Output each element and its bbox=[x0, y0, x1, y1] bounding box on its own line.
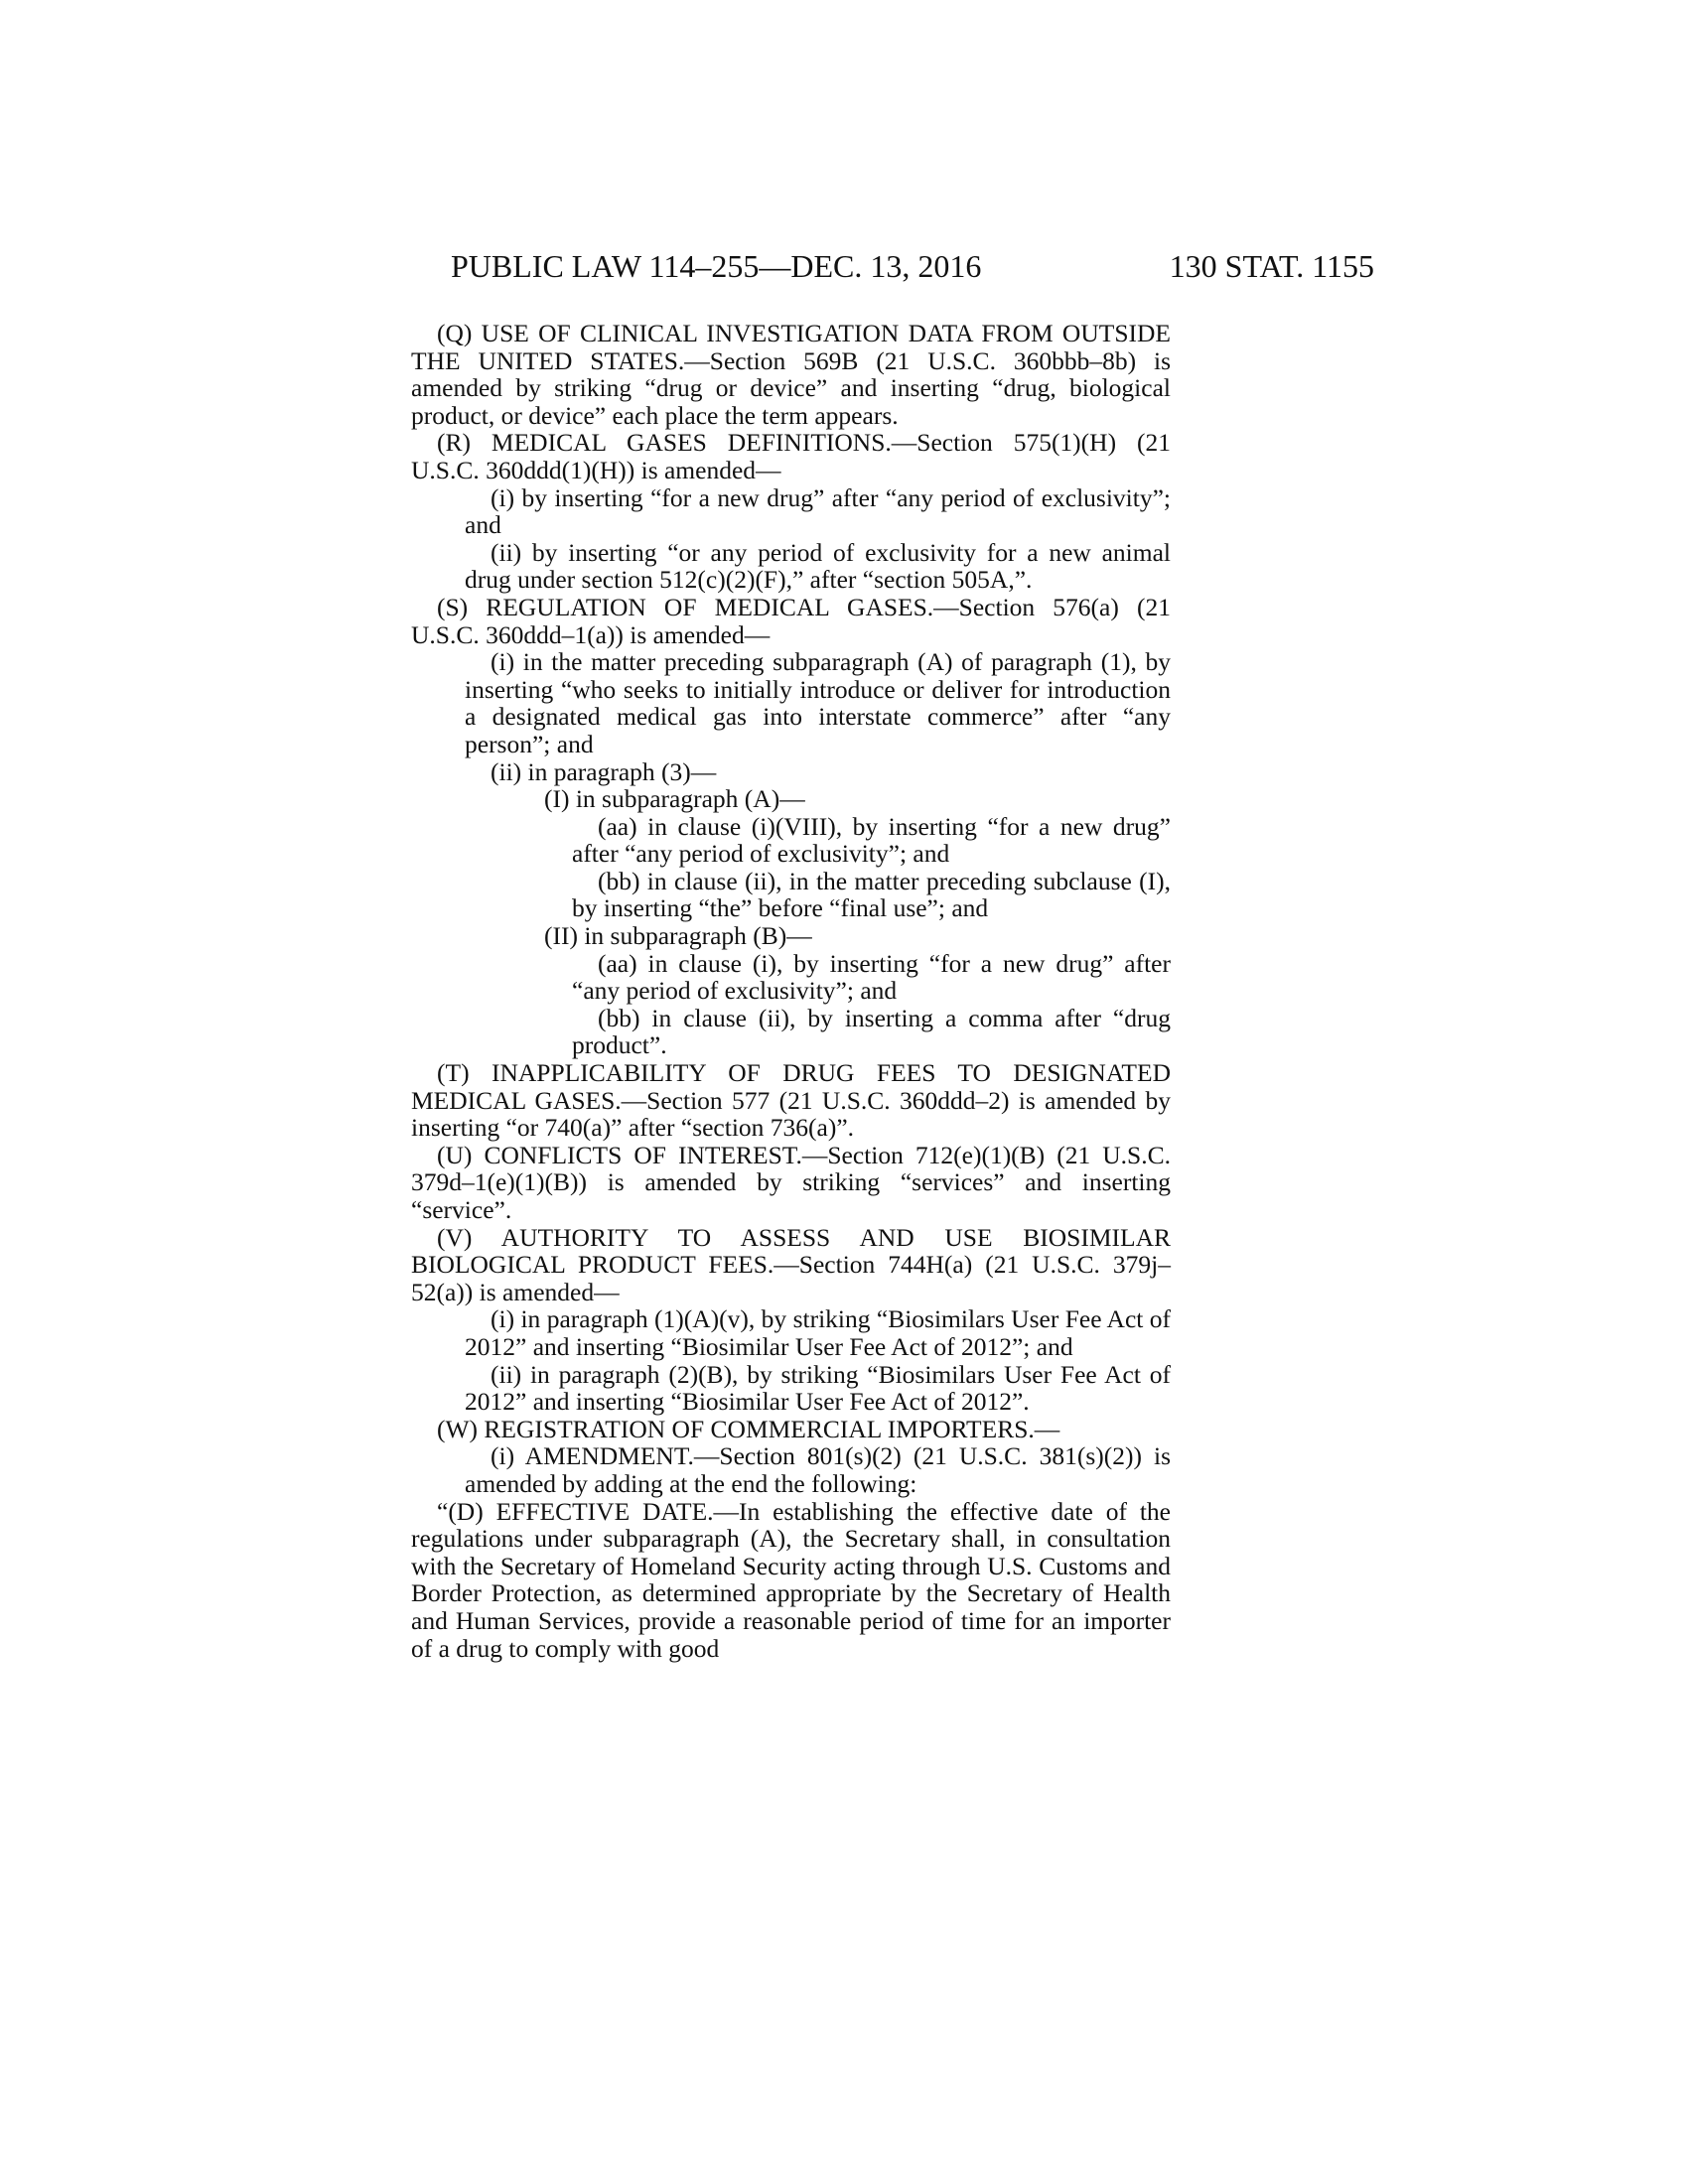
subclause-s-ii-II: (II) in subparagraph (B)— bbox=[544, 921, 812, 951]
running-header bbox=[451, 248, 1374, 288]
paragraph-v: (V) AUTHORITY TO ASSESS AND USE BIOSIMILAR BIOLOGICAL PRODUCT FEES.—Section 744H(a) (21 U.S.C. 379j–52(a)) is amended— bbox=[411, 1222, 1171, 1306]
clause-s-i: (i) in the matter preceding subparagraph (A) of paragraph (1), by inserting “who seeks to initially introduce or deliver for introduction a designated medical gas into interstate commerce” after “any person”; and bbox=[465, 647, 1171, 758]
stat-page-number: 130 STAT. 1155 bbox=[1169, 248, 1374, 284]
paragraph-u: (U) CONFLICTS OF INTEREST.—Section 712(e)(1)(B) (21 U.S.C. 379d–1(e)(1)(B)) is amended by striking “services” and inserting “service”. bbox=[411, 1140, 1171, 1224]
paragraph-r: (R) MEDICAL GASES DEFINITIONS.—Section 575(1)(H) (21 U.S.C. 360ddd(1)(H)) is amended— bbox=[411, 428, 1171, 484]
clause-v-i: (i) in paragraph (1)(A)(v), by striking “Biosimilars User Fee Act of 2012” and inserting “Biosimilar User Fee Act of 2012”; and bbox=[465, 1304, 1171, 1361]
document-body bbox=[411, 320, 1171, 1662]
clause-v-ii: (ii) in paragraph (2)(B), by striking “Biosimilars User Fee Act of 2012” and inserting “Biosimilar User Fee Act of 2012”. bbox=[465, 1359, 1171, 1417]
paragraph-t: (T) INAPPLICABILITY OF DRUG FEES TO DESIGNATED MEDICAL GASES.—Section 577 (21 U.S.C. 360ddd–2) is amended by inserting “or 740(a)” after “section 736(a)”. bbox=[411, 1058, 1171, 1143]
item-s-ii-II-aa: (aa) in clause (i), by inserting “for a new drug” after “any period of exclusivity”; and bbox=[572, 948, 1171, 1006]
clause-w-i: (i) AMENDMENT.—Section 801(s)(2) (21 U.S.C. 381(s)(2)) is amended by adding at the end the following: bbox=[465, 1441, 1171, 1498]
paragraph-w: (W) REGISTRATION OF COMMERCIAL IMPORTERS.— bbox=[437, 1414, 1060, 1443]
subclause-s-ii-I: (I) in subparagraph (A)— bbox=[544, 784, 805, 814]
clause-s-ii: (ii) in paragraph (3)— bbox=[491, 756, 717, 786]
item-s-ii-I-bb: (bb) in clause (ii), in the matter preceding subclause (I), by inserting “the” before “final use”; and bbox=[572, 866, 1171, 923]
clause-r-i: (i) by inserting “for a new drug” after “any period of exclusivity”; and bbox=[465, 482, 1171, 540]
clause-r-ii: (ii) by inserting “or any period of exclusivity for a new animal drug under section 512(c)(2)(F),” after “section 505A,”. bbox=[465, 537, 1171, 595]
quoted-subparagraph-d: “(D) EFFECTIVE DATE.—In establishing the effective date of the regulations under subparagraph (A), the Secretary shall, in consultation with the Secretary of Homeland Security acting through U.S. Customs and Border Protection, as determined appropriate by the Secretary of Health and Human Services, provide a reasonable period of time for an importer of a drug to comply with good bbox=[411, 1496, 1171, 1663]
public-law-citation: PUBLIC LAW 114–255—DEC. 13, 2016 bbox=[451, 248, 982, 284]
paragraph-q: (Q) USE OF CLINICAL INVESTIGATION DATA FROM OUTSIDE THE UNITED STATES.—Section 569B (21 U.S.C. 360bbb–8b) is amended by striking “drug or device” and inserting “drug, biological product, or device” each place the term appears. bbox=[411, 319, 1171, 430]
item-s-ii-I-aa: (aa) in clause (i)(VIII), by inserting “for a new drug” after “any period of exclusivity”; and bbox=[572, 811, 1171, 869]
paragraph-s: (S) REGULATION OF MEDICAL GASES.—Section 576(a) (21 U.S.C. 360ddd–1(a)) is amended— bbox=[411, 592, 1171, 649]
item-s-ii-II-bb: (bb) in clause (ii), by inserting a comma after “drug product”. bbox=[572, 1003, 1171, 1060]
